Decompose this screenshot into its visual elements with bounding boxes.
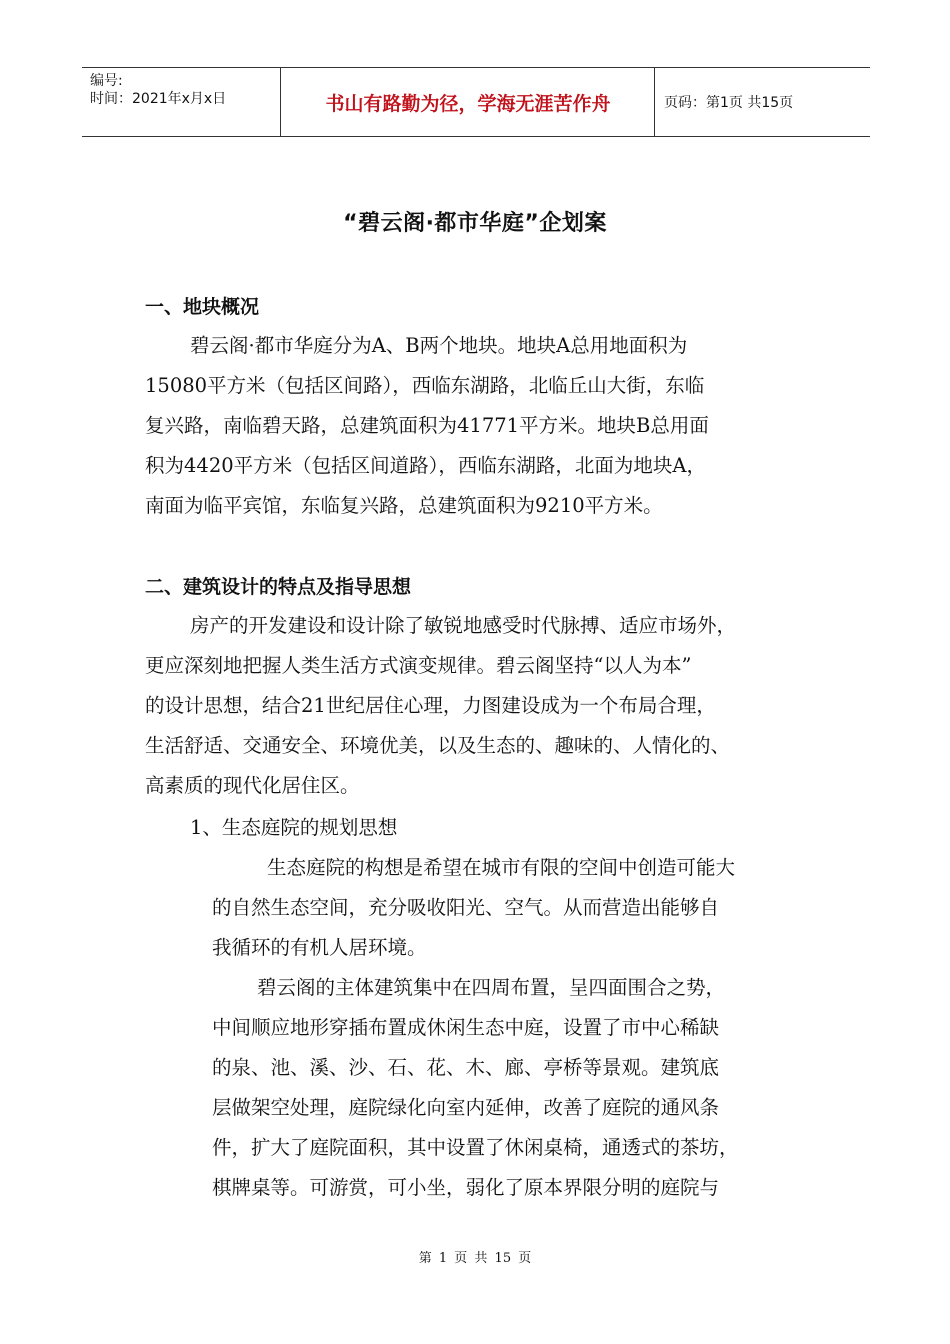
text-line: 更应深刻地把握人类生活方式演变规律。碧云阁坚持“以人为本” <box>145 654 692 677</box>
text-line: 生态庭院的构想是希望在城市有限的空间中创造可能大 <box>267 856 736 879</box>
text-line: 碧云阁·都市华庭分为A、B两个地块。地块A总用地面积为 <box>190 334 688 357</box>
text-line: 棋牌桌等。可游赏，可小坐，弱化了原本界限分明的庭院与 <box>212 1176 720 1199</box>
section-heading: 二、建筑设计的特点及指导思想 <box>145 576 412 598</box>
header-motto: 书山有路勤为径，学海无涯苦作舟 <box>325 92 611 115</box>
text-line: 件，扩大了庭院面积，其中设置了休闲桌椅，通透式的茶坊， <box>212 1136 739 1159</box>
text-line: 南面为临平宾馆，东临复兴路，总建筑面积为9210平方米。 <box>145 494 663 517</box>
code-label: 编号: <box>90 73 123 89</box>
paragraph <box>145 326 709 526</box>
text-line: 的泉、池、溪、沙、石、花、木、廊、亭桥等景观。建筑底 <box>212 1056 720 1079</box>
page-footer: 第 1 页 共 15 页 <box>418 1251 532 1266</box>
paragraph <box>212 848 735 968</box>
document-title: “碧云阁·都市华庭”企划案 <box>343 211 607 236</box>
document-header <box>82 67 870 137</box>
text-line: 的自然生态空间，充分吸收阳光、空气。从而营造出能够自 <box>212 896 720 919</box>
text-line: 的设计思想，结合21世纪居住心理，力图建设成为一个布局合理， <box>145 694 716 717</box>
text-line: 高素质的现代化居住区。 <box>145 774 360 797</box>
text-line: 中间顺应地形穿插布置成休闲生态中庭，设置了市中心稀缺 <box>212 1016 720 1039</box>
header-divider <box>280 68 281 136</box>
text-line: 我循环的有机人居环境。 <box>212 936 427 959</box>
text-line: 复兴路，南临碧天路，总建筑面积为41771平方米。地块B总用面 <box>145 414 709 437</box>
text-line: 房产的开发建设和设计除了敏锐地感受时代脉搏、适应市场外， <box>190 614 737 637</box>
header-page-info: 页码：第1页 共15页 <box>664 95 794 111</box>
text-line: 层做架空处理，庭院绿化向室内延伸，改善了庭院的通风条 <box>212 1096 720 1119</box>
header-meta <box>90 72 226 108</box>
text-line: 积为4420平方米（包括区间道路），西临东湖路，北面为地块A， <box>145 454 706 477</box>
section-heading: 一、地块概况 <box>145 296 260 318</box>
text-line: 生活舒适、交通安全、环境优美，以及生态的、趣味的、人情化的、 <box>145 734 731 757</box>
text-line: 碧云阁的主体建筑集中在四周布置，呈四面围合之势， <box>257 976 726 999</box>
paragraph <box>145 606 736 806</box>
paragraph <box>212 968 739 1208</box>
subsection-heading: 1、生态庭院的规划思想 <box>190 816 398 839</box>
date-label: 时间：2021年x月x日 <box>90 91 227 107</box>
header-divider <box>654 68 655 136</box>
text-line: 15080平方米（包括区间路），西临东湖路，北临丘山大街，东临 <box>145 374 705 397</box>
